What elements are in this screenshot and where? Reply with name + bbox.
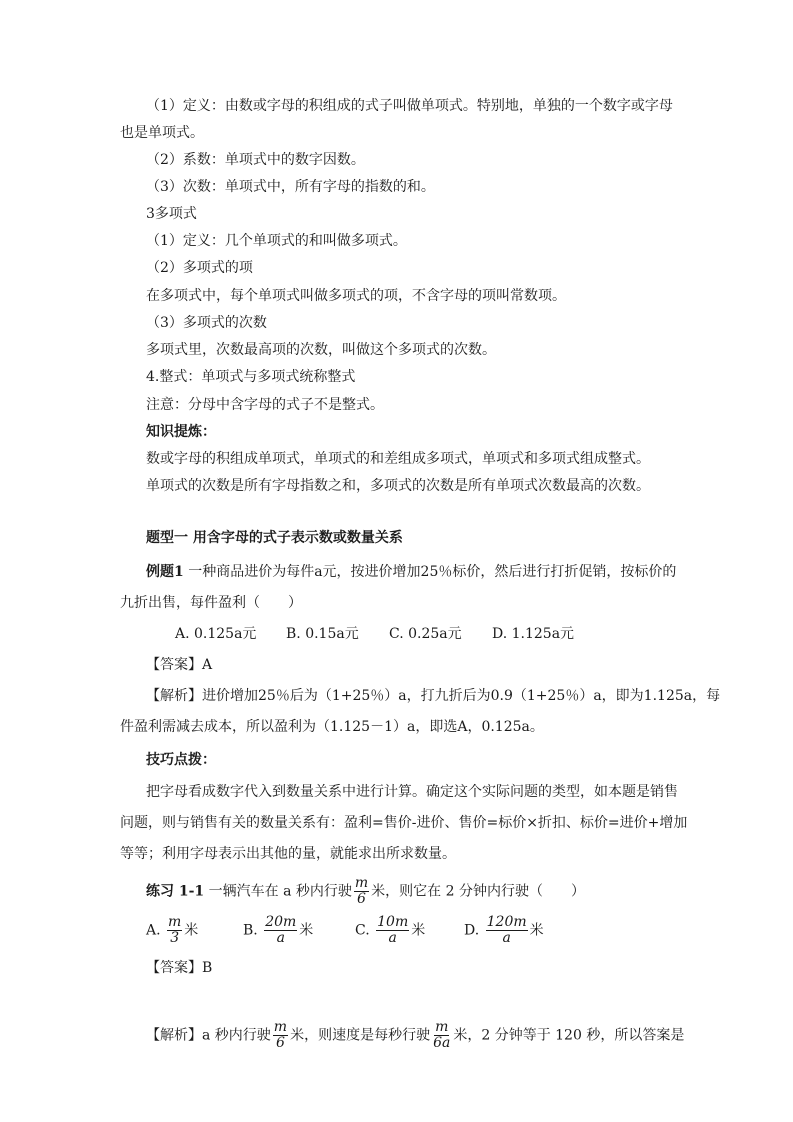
example-1-option-c: C. 0.25a元 — [389, 626, 462, 642]
answer-2: 【答案】B — [146, 960, 213, 976]
answer-1: 【答案】A — [146, 657, 213, 673]
monomial-definition-cont: 也是单项式。 — [120, 125, 204, 141]
practice-option-d: D. $\frac{120m}{a}$ 米 — [464, 914, 544, 946]
example-1-option-b: B. 0.15a元 — [286, 626, 359, 642]
example-1-label: 例题1 — [146, 564, 184, 580]
analysis-1-label: 【解析】 — [146, 688, 202, 704]
practice-option-c: C. $\frac{10m}{a}$ 米 — [355, 914, 426, 946]
example-1-line — [146, 562, 676, 582]
example-1-text: 一种商品进价为每件a元，按进价增加25％标价，然后进行打折促销，按标价的 — [183, 564, 677, 580]
monomial-definition: （1）定义：由数或字母的积组成的式子叫做单项式。特别地，单独的一个数字或字母 — [146, 98, 673, 114]
tips-line-3: 等等；利用字母表示出其他的量，就能求出所求数量。 — [120, 846, 456, 862]
tips-line-1: 把字母看成数字代入到数量关系中进行计算。确定这个实际问题的类型，如本题是销售 — [146, 784, 678, 800]
practice-label: 练习 1-1 — [146, 883, 205, 900]
polynomial-term-heading: （2）多项式的项 — [146, 260, 253, 276]
analysis-1-line — [146, 686, 720, 706]
summary-line-2: 单项式的次数是所有字母指数之和，多项式的次数是所有单项式次数最高的次数。 — [146, 478, 650, 494]
example-1-option-d: D. 1.125a元 — [492, 626, 575, 642]
option-c-fraction: $\frac{10m}{a}$ — [377, 914, 409, 946]
degree-line: （3）次数：单项式中，所有字母的指数的和。 — [146, 179, 435, 195]
practice-option-b: B. $\frac{20m}{a}$ 米 — [243, 914, 314, 946]
analysis-1-line-2: 件盈利需减去成本，所以盈利为（1.125－1）a，即选A，0.125a。 — [120, 719, 544, 735]
example-1-option-a: A. 0.125a元 — [175, 626, 257, 642]
practice-option-a: A. $\frac{m}{3}$ 米 — [146, 914, 199, 946]
analysis-2-fraction-1: $\frac{m}{6}$ — [273, 1019, 288, 1051]
analysis-2-line: 【解析】a 秒内行驶 $\frac{m}{6}$ 米，则速度是每秒行驶 $\frac{m}{6a}$ 米，2 分钟等于 120 秒，所以答案是 — [146, 1019, 685, 1051]
option-b-fraction: $\frac{20m}{a}$ — [265, 914, 297, 946]
analysis-2-fraction-2: $\frac{m}{6a}$ — [433, 1019, 451, 1051]
analysis-2-label: 【解析】 — [146, 1027, 202, 1044]
option-d-fraction: $\frac{120m}{a}$ — [486, 914, 527, 946]
coefficient-line: （2）系数：单项式中的数字因数。 — [146, 152, 365, 168]
practice-fraction: $\frac{m}{6}$ — [354, 875, 369, 907]
option-a-fraction: $\frac{m}{3}$ — [168, 914, 182, 946]
practice-text-2: 米，则它在 2 分钟内行驶（ ） — [371, 883, 585, 900]
question-type-heading: 题型一 用含字母的式子表示数或数量关系 — [146, 530, 403, 546]
example-1-line-2: 九折出售，每件盈利（ ） — [120, 595, 302, 611]
analysis-1-text: 进价增加25％后为（1+25％）a，打九折后为0.9（1+25％）a，即为1.125a，每 — [202, 688, 721, 704]
note-line: 注意：分母中含字母的式子不是整式。 — [146, 397, 384, 413]
polynomial-heading: 3多项式 — [146, 206, 197, 222]
polynomial-term-text: 在多项式中，每个单项式叫做多项式的项，不含字母的项叫常数项。 — [146, 288, 566, 304]
practice-1-1-line — [146, 876, 585, 907]
summary-line-1: 数或字母的积组成单项式，单项式的和差组成多项式，单项式和多项式组成整式。 — [146, 451, 650, 467]
integral-expression-line: 4.整式：单项式与多项式统称整式 — [146, 369, 356, 385]
tips-title: 技巧点拨： — [146, 752, 216, 768]
tips-line-2: 问题，则与销售有关的数量关系有：盈利=售价-进价、售价=标价×折扣、标价=进价+增加 — [120, 815, 688, 831]
polynomial-degree-heading: （3）多项式的次数 — [146, 315, 267, 331]
practice-text-1: 一辆汽车在 a 秒内行驶 — [204, 883, 352, 900]
knowledge-summary-title: 知识提炼： — [146, 424, 216, 440]
polynomial-definition: （1）定义：几个单项式的和叫做多项式。 — [146, 233, 407, 249]
polynomial-degree-text: 多项式里，次数最高项的次数，叫做这个多项式的次数。 — [146, 342, 496, 358]
